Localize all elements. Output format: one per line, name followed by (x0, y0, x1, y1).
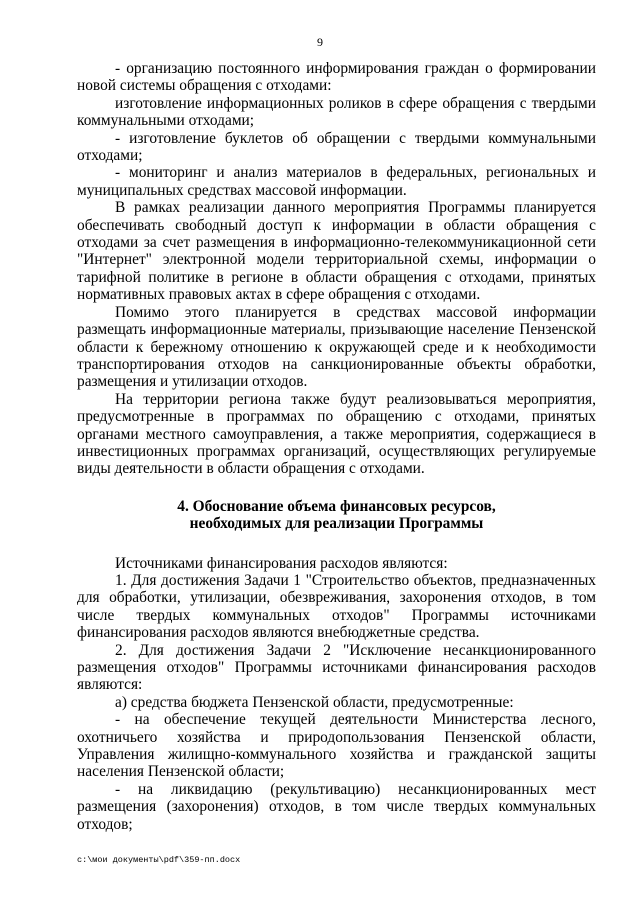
paragraph: - организацию постоянного информирования граждан о формировании новой системы обращения с отходами: (77, 60, 596, 95)
paragraph: изготовление информационных роликов в сфере обращения с твердыми коммунальными отходами; (77, 94, 596, 130)
footer-file-path: c:\мои документы\pdf\359-пп.docx (77, 855, 241, 865)
paragraph: - мониторинг и анализ материалов в федеральных, региональных и муниципальных средствах массовой информации. (77, 164, 596, 199)
paragraph: Источниками финансирования расходов являются: (115, 554, 448, 572)
section-heading-line: необходимых для реализации Программы (189, 515, 484, 533)
paragraph: - изготовление буклетов об обращении с твердыми коммунальными отходами; (77, 129, 596, 165)
paragraph: 1. Для достижения Задачи 1 "Строительство объектов, предназначенных для обработки, утилизации, обезвреживания, захоронения отходов, в том числе твердых коммунальных отходов" Программы источниками финансирования расходов являются внебюджетные средства. (77, 571, 596, 642)
paragraph: - на обеспечение текущей деятельности Министерства лесного, охотничьего хозяйства и природопользования Пензенской области, Управления жилищно-коммунального хозяйства и гражданской защиты населения Пензенской области; (77, 711, 596, 781)
document-body (77, 60, 596, 833)
paragraph: В рамках реализации данного мероприятия Программы планируется обеспечивать свободный доступ к информации в области обращения с отходами за счет размещения в информационно-телекоммуникационной сети "Интернет" электронной модели территориальной схемы, информации о тарифной политике в регионе в области обращения с отходами, принятых нормативных правовых актах в сфере обращения с отходами. (77, 199, 596, 304)
paragraph: 2. Для достижения Задачи 2 "Исключение несанкционированного размещения отходов" Программы источниками финансирования расходов являются: (77, 641, 596, 694)
paragraph: - на ликвидацию (рекультивацию) несанкционированных мест размещения (захоронения) отходов, в том числе твердых коммунальных отходов; (77, 780, 596, 833)
section-heading-line: 4. Обоснование объема финансовых ресурсов, (177, 497, 496, 515)
paragraph: Помимо этого планируется в средствах массовой информации размещать информационные материалы, призывающие население Пензенской области к бережному отношению к окружающей среде и к необходимости транспортирования отходов на санкционированные объекты обработки, размещения и утилизации отходов. (77, 303, 596, 391)
paragraph: На территории региона также будут реализовываться мероприятия, предусмотренные в программах по обращению с отходами, принятых органами местного самоуправления, а также мероприятия, содержащиеся в инвестиционных программах организаций, осуществляющих регулируемые виды деятельности в области обращения с отходами. (77, 390, 596, 478)
section-heading (77, 498, 596, 533)
page-number: 9 (317, 35, 323, 49)
paragraph: а) средства бюджета Пензенской области, предусмотренные: (115, 693, 514, 711)
